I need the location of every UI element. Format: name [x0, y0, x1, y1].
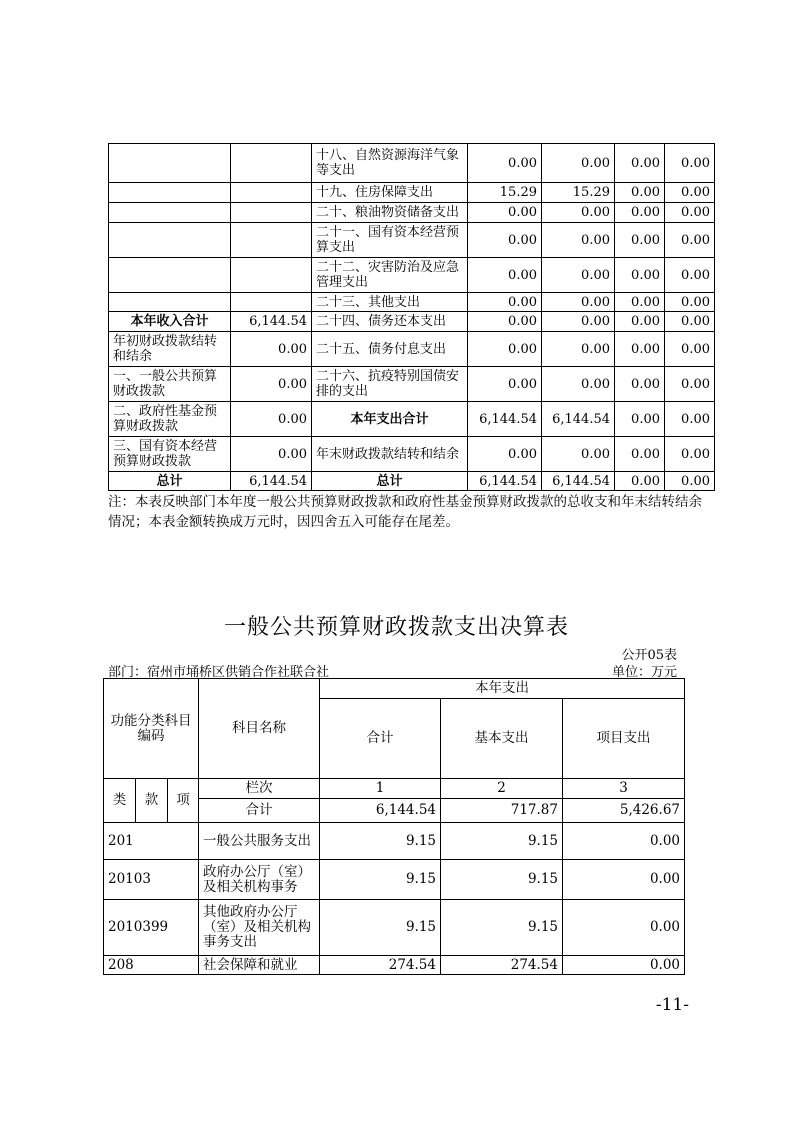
table-row	[109, 183, 715, 203]
expense-fund: 0.00	[615, 183, 665, 203]
row-project: 0.00	[563, 900, 685, 956]
row-basic: 274.54	[441, 956, 563, 975]
table-row	[109, 402, 715, 437]
table-row	[104, 823, 685, 860]
subject-name: 其他政府办公厅（室）及相关机构事务支出	[199, 900, 320, 956]
unit-label: 单位：万元	[611, 665, 677, 680]
expense-item: 本年支出合计	[312, 402, 468, 437]
kuan-header: 款	[136, 779, 168, 823]
expense-general: 6,144.54	[542, 472, 615, 491]
func-code: 208	[104, 956, 199, 975]
subject-name: 社会保障和就业	[199, 956, 320, 975]
expense-capital: 0.00	[665, 144, 715, 183]
expense-total: 15.29	[468, 183, 542, 203]
income-item: 本年收入合计	[109, 312, 231, 332]
expense-item: 二十一、国有资本经营预算支出	[312, 223, 468, 258]
income-item	[109, 293, 231, 312]
income-item	[109, 223, 231, 258]
table-row	[109, 472, 715, 491]
expense-capital: 0.00	[665, 223, 715, 258]
func-code: 20103	[104, 860, 199, 900]
header-row	[104, 779, 685, 799]
expenditure-table	[103, 678, 685, 975]
expense-fund: 0.00	[615, 223, 665, 258]
expense-total: 0.00	[468, 258, 542, 293]
income-item	[109, 258, 231, 293]
income-amount	[231, 223, 312, 258]
expense-fund: 0.00	[615, 472, 665, 491]
income-amount	[231, 293, 312, 312]
income-item: 一、一般公共预算财政拨款	[109, 367, 231, 402]
expense-item: 二十三、其他支出	[312, 293, 468, 312]
sum-label: 合计	[199, 799, 320, 823]
expense-capital: 0.00	[665, 437, 715, 472]
lei-header: 类	[104, 779, 136, 823]
expense-total: 0.00	[468, 293, 542, 312]
subject-name-header: 科目名称	[199, 679, 320, 779]
expense-fund: 0.00	[615, 312, 665, 332]
table-row	[109, 203, 715, 223]
total-header: 合计	[320, 699, 441, 779]
expense-fund: 0.00	[615, 293, 665, 312]
expense-capital: 0.00	[665, 312, 715, 332]
col-number: 3	[563, 779, 685, 799]
income-amount	[231, 203, 312, 223]
row-basic: 9.15	[441, 823, 563, 860]
expense-fund: 0.00	[615, 437, 665, 472]
expense-total: 0.00	[468, 332, 542, 367]
income-amount: 0.00	[231, 402, 312, 437]
summary-table	[108, 143, 715, 491]
func-code: 201	[104, 823, 199, 860]
expense-general: 15.29	[542, 183, 615, 203]
expense-capital: 0.00	[665, 183, 715, 203]
expense-item: 十九、住房保障支出	[312, 183, 468, 203]
expense-item: 二十六、抗疫特别国债安排的支出	[312, 367, 468, 402]
income-item	[109, 203, 231, 223]
table-row	[109, 312, 715, 332]
expense-general: 0.00	[542, 203, 615, 223]
row-total: 9.15	[320, 900, 441, 956]
table-note: 注：本表反映部门本年度一般公共预算财政拨款和政府性基金预算财政拨款的总收支和年末结转结余情况；本表金额转换成万元时，因四舍五入可能存在尾差。	[108, 494, 702, 530]
page-number: -11-	[655, 995, 689, 1015]
expense-total: 0.00	[468, 437, 542, 472]
expense-item: 二十二、灾害防治及应急管理支出	[312, 258, 468, 293]
sum-total: 6,144.54	[320, 799, 441, 823]
income-amount: 0.00	[231, 367, 312, 402]
project-header: 项目支出	[563, 699, 685, 779]
sum-basic: 717.87	[441, 799, 563, 823]
income-item: 年初财政拨款结转和结余	[109, 332, 231, 367]
expense-fund: 0.00	[615, 402, 665, 437]
expense-capital: 0.00	[665, 332, 715, 367]
income-item	[109, 144, 231, 183]
table-row	[109, 437, 715, 472]
row-project: 0.00	[563, 860, 685, 900]
expense-item: 二十四、债务还本支出	[312, 312, 468, 332]
expense-total: 0.00	[468, 367, 542, 402]
expense-item: 二十、粮油物资储备支出	[312, 203, 468, 223]
expense-total: 0.00	[468, 144, 542, 183]
lanci-label: 栏次	[199, 779, 320, 799]
expense-general: 0.00	[542, 332, 615, 367]
expense-capital: 0.00	[665, 203, 715, 223]
table-row	[104, 860, 685, 900]
expense-capital: 0.00	[665, 293, 715, 312]
income-item	[109, 183, 231, 203]
expense-item: 十八、自然资源海洋气象等支出	[312, 144, 468, 183]
table-row	[104, 956, 685, 975]
table-code: 公开05表	[621, 648, 677, 663]
income-amount: 0.00	[231, 332, 312, 367]
expense-general: 0.00	[542, 367, 615, 402]
income-item: 二、政府性基金预算财政拨款	[109, 402, 231, 437]
expense-fund: 0.00	[615, 258, 665, 293]
income-amount: 0.00	[231, 437, 312, 472]
expense-general: 0.00	[542, 437, 615, 472]
basic-header: 基本支出	[441, 699, 563, 779]
expense-item: 总计	[312, 472, 468, 491]
expense-total: 6,144.54	[468, 472, 542, 491]
expense-general: 0.00	[542, 293, 615, 312]
department-label: 部门：宿州市埇桥区供销合作社联合社	[108, 665, 330, 680]
table-row	[104, 900, 685, 956]
func-code-header: 功能分类科目编码	[104, 679, 199, 779]
page-title: 一般公共预算财政拨款支出决算表	[223, 615, 569, 640]
expense-general: 0.00	[542, 312, 615, 332]
table-row	[109, 223, 715, 258]
income-amount: 6,144.54	[231, 472, 312, 491]
income-amount	[231, 144, 312, 183]
table-row	[109, 258, 715, 293]
table-row	[109, 293, 715, 312]
expense-total: 0.00	[468, 312, 542, 332]
col-number: 1	[320, 779, 441, 799]
row-basic: 9.15	[441, 860, 563, 900]
expense-general: 0.00	[542, 258, 615, 293]
expense-total: 0.00	[468, 223, 542, 258]
xiang-header: 项	[168, 779, 199, 823]
expense-fund: 0.00	[615, 367, 665, 402]
row-total: 9.15	[320, 860, 441, 900]
row-total: 9.15	[320, 823, 441, 860]
income-amount	[231, 183, 312, 203]
expense-capital: 0.00	[665, 258, 715, 293]
row-total: 274.54	[320, 956, 441, 975]
row-project: 0.00	[563, 956, 685, 975]
row-basic: 9.15	[441, 900, 563, 956]
sum-project: 5,426.67	[563, 799, 685, 823]
row-project: 0.00	[563, 823, 685, 860]
income-item: 总计	[109, 472, 231, 491]
expense-item: 年末财政拨款结转和结余	[312, 437, 468, 472]
expense-fund: 0.00	[615, 144, 665, 183]
expense-item: 二十五、债务付息支出	[312, 332, 468, 367]
table-row	[109, 332, 715, 367]
expense-fund: 0.00	[615, 203, 665, 223]
expense-total: 0.00	[468, 203, 542, 223]
income-item: 三、国有资本经营预算财政拨款	[109, 437, 231, 472]
subject-name: 政府办公厅（室）及相关机构事务	[199, 860, 320, 900]
expense-general: 0.00	[542, 144, 615, 183]
expense-fund: 0.00	[615, 332, 665, 367]
expense-capital: 0.00	[665, 472, 715, 491]
subject-name: 一般公共服务支出	[199, 823, 320, 860]
header-row	[104, 679, 685, 699]
expense-capital: 0.00	[665, 367, 715, 402]
expense-general: 0.00	[542, 223, 615, 258]
expense-general: 6,144.54	[542, 402, 615, 437]
func-code: 2010399	[104, 900, 199, 956]
expense-total: 6,144.54	[468, 402, 542, 437]
expense-capital: 0.00	[665, 402, 715, 437]
income-amount	[231, 258, 312, 293]
table-row	[109, 367, 715, 402]
income-amount: 6,144.54	[231, 312, 312, 332]
col-number: 2	[441, 779, 563, 799]
this-year-header: 本年支出	[320, 679, 685, 699]
table-row	[109, 144, 715, 183]
